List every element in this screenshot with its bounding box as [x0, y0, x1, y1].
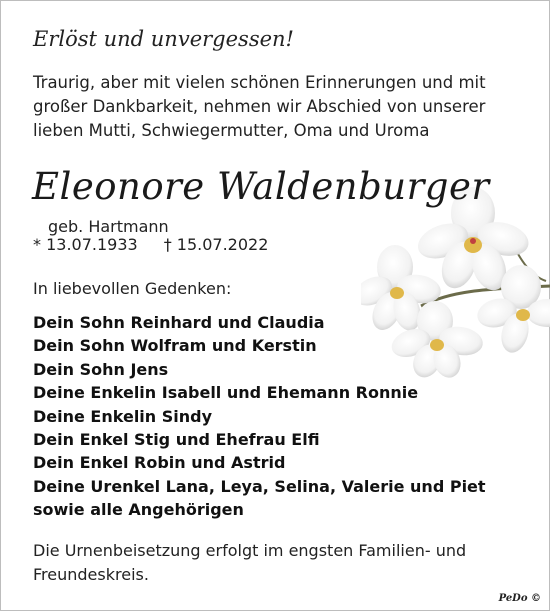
designer-signature: PeDo ©: [498, 593, 541, 604]
notice-line: Die Urnenbeisetzung erfolgt im engsten Familien- und: [33, 541, 467, 560]
maiden-name: geb. Hartmann: [48, 217, 169, 236]
notice-line: Freundeskreis.: [33, 565, 149, 584]
mourner-entry: sowie alle Angehörigen: [33, 500, 244, 520]
intro-text: [33, 71, 513, 143]
mourner-entry: Dein Sohn Jens: [33, 359, 169, 379]
remembrance-heading: In liebevollen Gedenken:: [33, 279, 232, 298]
mourners-list: [33, 311, 486, 522]
death-date: † 15.07.2022: [163, 235, 269, 254]
motto: Erlöst und unvergessen!: [33, 27, 294, 51]
mourner-entry: Dein Enkel Stig und Ehefrau Elfi: [33, 430, 320, 450]
mourner-entry: Dein Sohn Wolfram und Kerstin: [33, 336, 317, 356]
intro-line: lieben Mutti, Schwiegermutter, Oma und Uroma: [33, 121, 430, 140]
intro-line: Traurig, aber mit vielen schönen Erinnerungen und mit: [33, 73, 486, 92]
burial-notice: [33, 539, 513, 587]
mourner-entry: Deine Urenkel Lana, Leya, Selina, Valerie und Piet: [33, 476, 486, 496]
mourner-entry: Dein Sohn Reinhard und Claudia: [33, 313, 325, 332]
birth-date: * 13.07.1933: [33, 235, 138, 254]
mourner-entry: Deine Enkelin Sindy: [33, 406, 213, 426]
life-dates: [33, 235, 268, 254]
intro-line: großer Dankbarkeit, nehmen wir Abschied von unserer: [33, 97, 486, 116]
mourner-entry: Dein Enkel Robin und Astrid: [33, 453, 286, 473]
deceased-name: Eleonore Waldenburger: [32, 165, 490, 208]
mourner-entry: Deine Enkelin Isabell und Ehemann Ronnie: [33, 383, 419, 403]
